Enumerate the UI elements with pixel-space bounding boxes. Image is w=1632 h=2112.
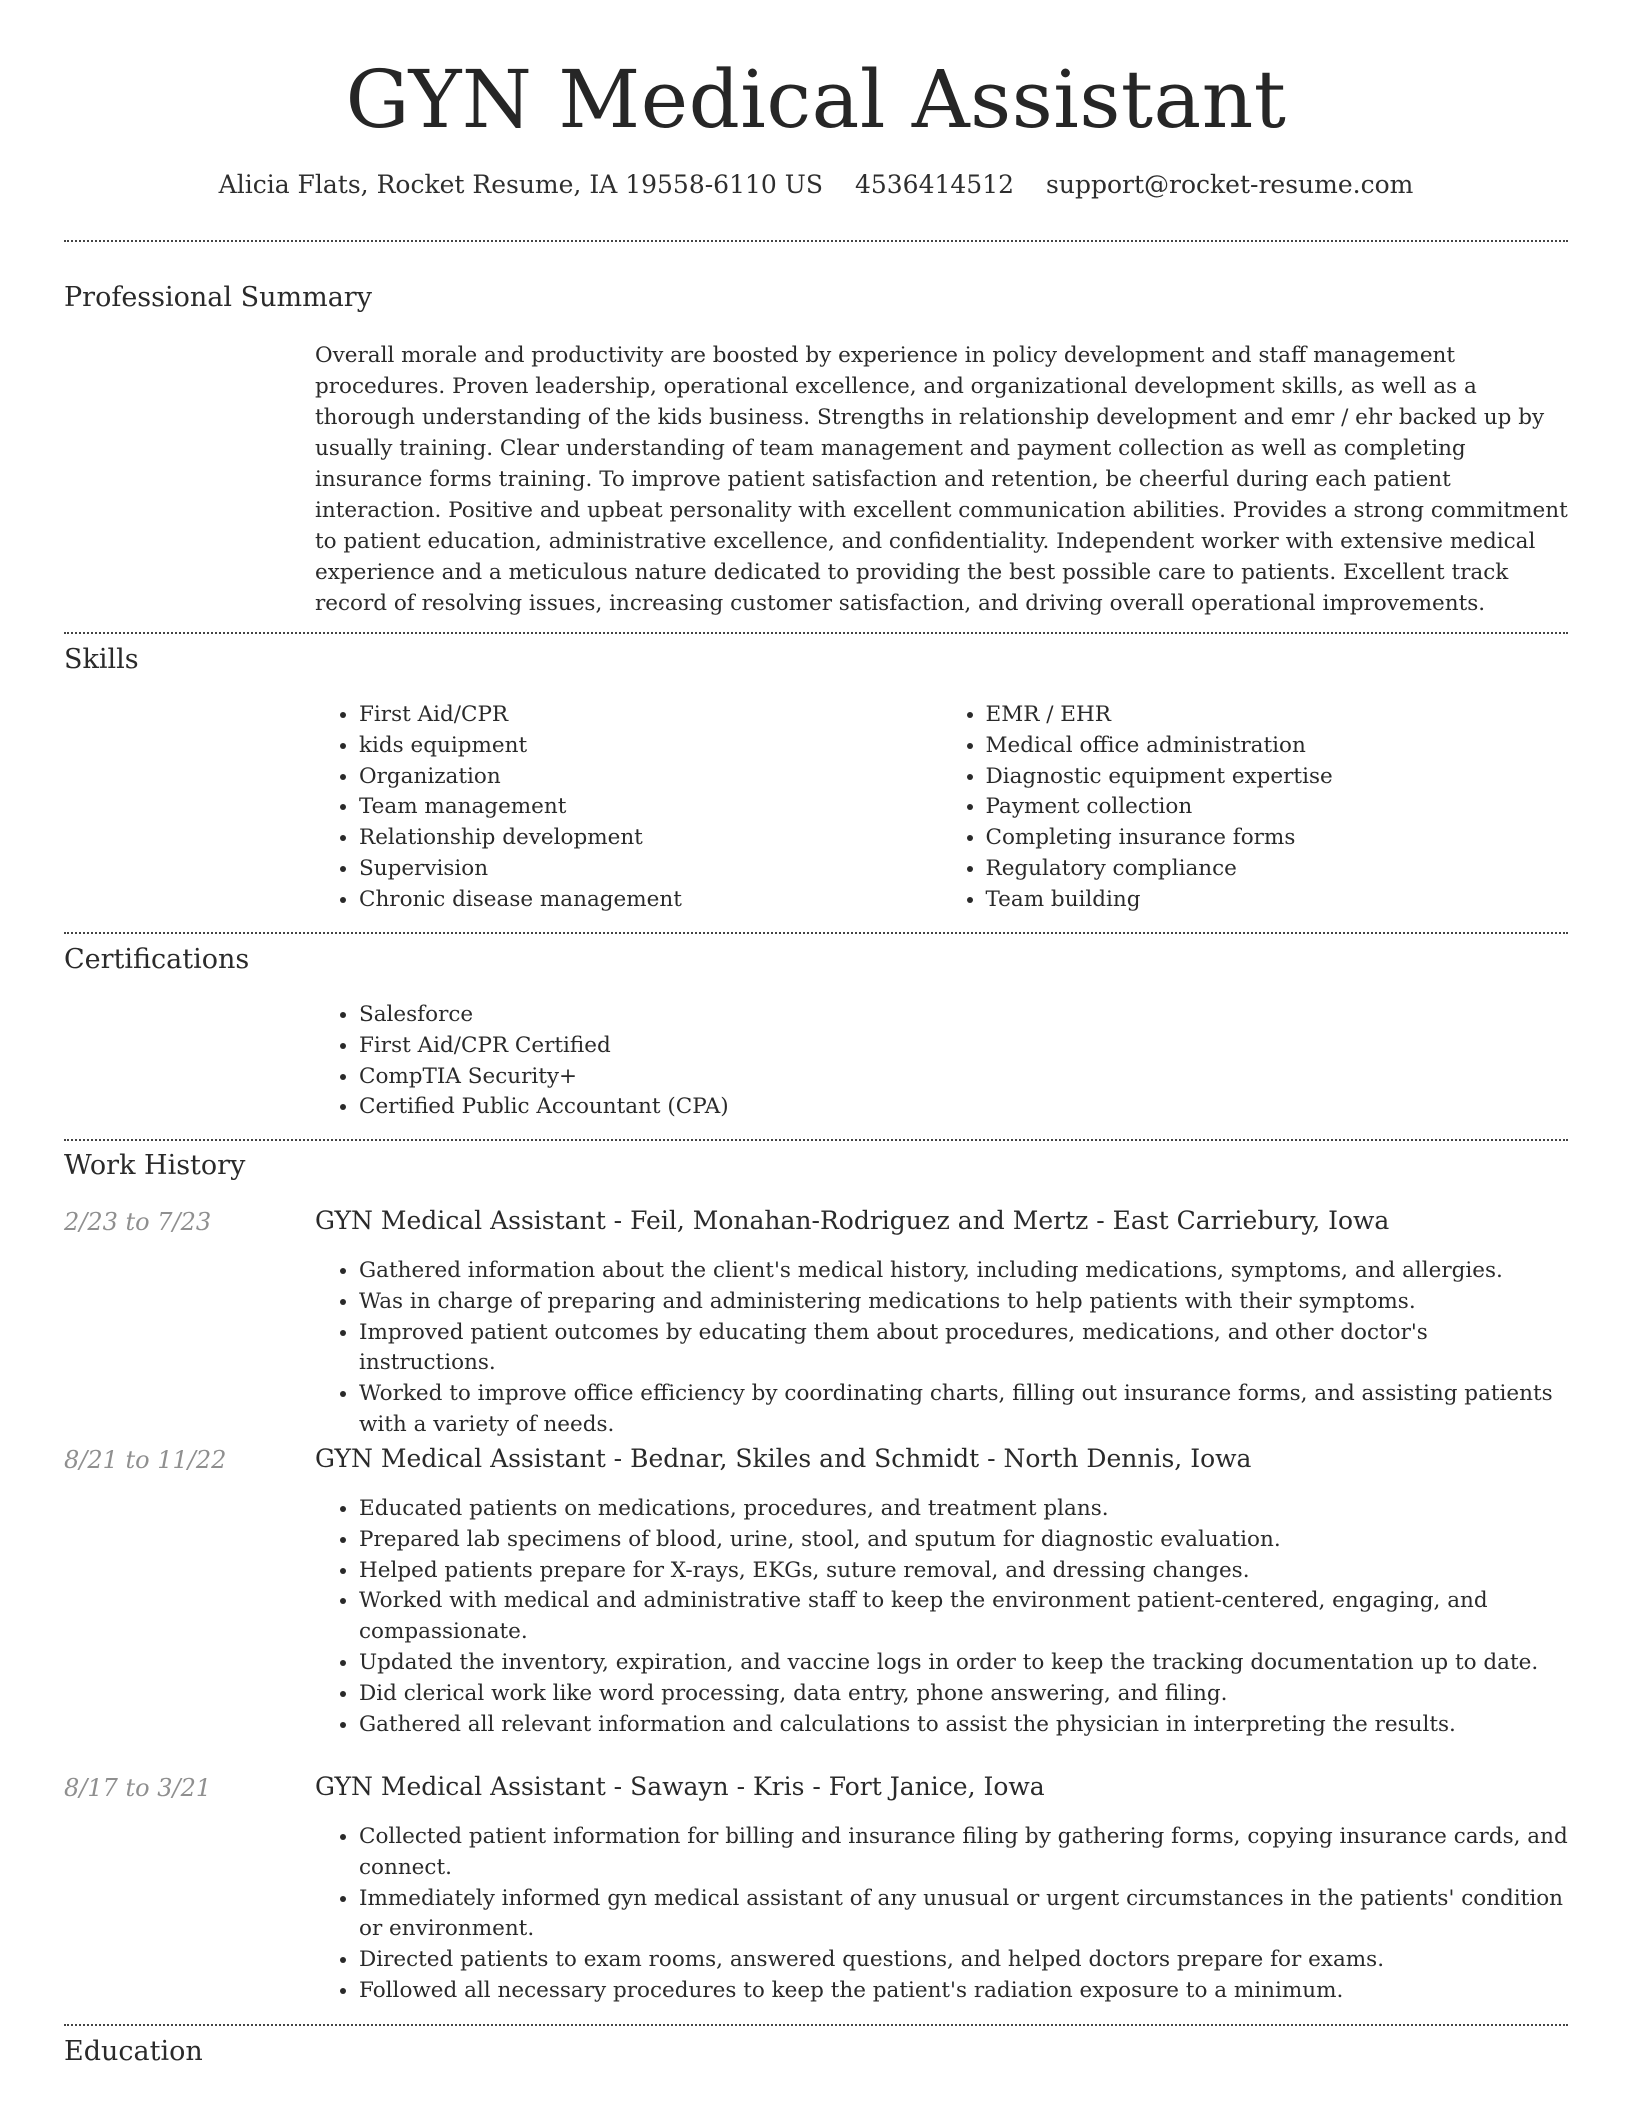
skills-columns [315,700,1568,916]
skill-item: • Organization [359,762,942,793]
job-duty-item: • Was in charge of preparing and administering medications to help patients with their symptoms. [359,1287,1568,1318]
certification-item: • CompTIA Security+ [359,1062,1568,1093]
skills-list-right [942,700,1569,916]
job-duty-item: • Gathered all relevant information and calculations to assist the physician in interpreting the results. [359,1710,1568,1741]
section-divider [64,632,1568,634]
work-history-heading: Work History [64,1150,246,1181]
job-duty-item: • Worked with medical and administrative staff to keep the environment patient-centered, engaging, and compassionate. [359,1586,1568,1648]
contact-line [0,170,1632,199]
skill-item: • Completing insurance forms [986,823,1569,854]
job-duty-item: • Educated patients on medications, procedures, and treatment plans. [359,1494,1568,1525]
job-dates: 2/23 to 7/23 [64,1208,212,1236]
job-dates: 8/17 to 3/21 [64,1774,212,1802]
certifications-heading: Certifications [64,944,250,975]
certifications-list-wrap [315,1000,1568,1123]
job-duty-item: • Prepared lab specimens of blood, urine, stool, and sputum for diagnostic evaluation. [359,1525,1568,1556]
job-duties [315,1256,1568,1441]
section-divider [64,240,1568,242]
job-duty-item: • Followed all necessary procedures to keep the patient's radiation exposure to a minimum. [359,1976,1568,2007]
contact-email: support@rocket-resume.com [1046,170,1414,199]
skill-item: • First Aid/CPR [359,700,942,731]
certification-item: • Certified Public Accountant (CPA) [359,1092,1568,1123]
skill-item: • Team building [986,885,1569,916]
skill-item: • EMR / EHR [986,700,1569,731]
section-divider [64,1139,1568,1141]
resume-title: GYN Medical Assistant [345,53,1287,146]
summary-heading: Professional Summary [64,282,372,313]
resume-header [0,0,1632,199]
job-title: GYN Medical Assistant - Sawayn - Kris - Fort Janice, Iowa [315,1772,1045,1801]
section-divider [64,932,1568,934]
job-dates: 8/21 to 11/22 [64,1446,227,1474]
certification-item: • First Aid/CPR Certified [359,1031,1568,1062]
job-duty-item: • Worked to improve office efficiency by coordinating charts, filling out insurance forms, and assisting patients with a variety of needs. [359,1379,1568,1441]
skill-item: • Payment collection [986,792,1569,823]
summary-text: Overall morale and productivity are boosted by experience in policy development and staff management procedures. Proven leadership, operational excellence, and organizational development skills, as well as a thorough understanding of the kids business. Strengths in relationship development and emr / ehr backed up by usually training. Clear understanding of team management and payment collection as well as completing insurance forms training. To improve patient satisfaction and retention, be cheerful during each patient interaction. Positive and upbeat personality with excellent communication abilities. Provides a strong commitment to patient education, administrative excellence, and confidentiality. Independent worker with extensive medical experience and a meticulous nature dedicated to providing the best possible care to patients. Excellent track record of resolving issues, increasing customer satisfaction, and driving overall operational improvements. [315,343,1568,616]
contact-phone: 4536414512 [854,170,1015,199]
job-duty-item: • Immediately informed gyn medical assistant of any unusual or urgent circumstances in the patients' condition or environment. [359,1884,1568,1946]
job-duties [315,1494,1568,1740]
skill-item: • Diagnostic equipment expertise [986,762,1569,793]
job-title: GYN Medical Assistant - Bednar, Skiles and Schmidt - North Dennis, Iowa [315,1444,1252,1473]
skill-item: • Relationship development [359,823,942,854]
certification-item: • Salesforce [359,1000,1568,1031]
certifications-list [315,1000,1568,1123]
job-duty-item: • Improved patient outcomes by educating them about procedures, medications, and other doctor's instructions. [359,1318,1568,1380]
education-heading: Education [64,2036,203,2067]
skills-list-left [315,700,942,916]
skill-item: • Team management [359,792,942,823]
job-duty-item: • Did clerical work like word processing, data entry, phone answering, and filing. [359,1679,1568,1710]
skill-item: • Medical office administration [986,731,1569,762]
job-title: GYN Medical Assistant - Feil, Monahan-Rodriguez and Mertz - East Carriebury, Iowa [315,1206,1390,1235]
skill-item: • Chronic disease management [359,885,942,916]
job-duty-item: • Gathered information about the client's medical history, including medications, symptoms, and allergies. [359,1256,1568,1287]
section-divider [64,2024,1568,2026]
job-duty-item: • Updated the inventory, expiration, and vaccine logs in order to keep the tracking documentation up to date. [359,1648,1568,1679]
skill-item: • Regulatory compliance [986,854,1569,885]
job-duty-item: • Directed patients to exam rooms, answered questions, and helped doctors prepare for exams. [359,1945,1568,1976]
contact-address: Alicia Flats, Rocket Resume, IA 19558-6110 US [218,170,823,199]
job-duty-item: • Helped patients prepare for X-rays, EKGs, suture removal, and dressing changes. [359,1556,1568,1587]
skill-item: • Supervision [359,854,942,885]
job-duty-item: • Collected patient information for billing and insurance filing by gathering forms, copying insurance cards, and connect. [359,1822,1568,1884]
job-duties [315,1822,1568,2007]
skill-item: • kids equipment [359,731,942,762]
skills-heading: Skills [64,644,139,675]
